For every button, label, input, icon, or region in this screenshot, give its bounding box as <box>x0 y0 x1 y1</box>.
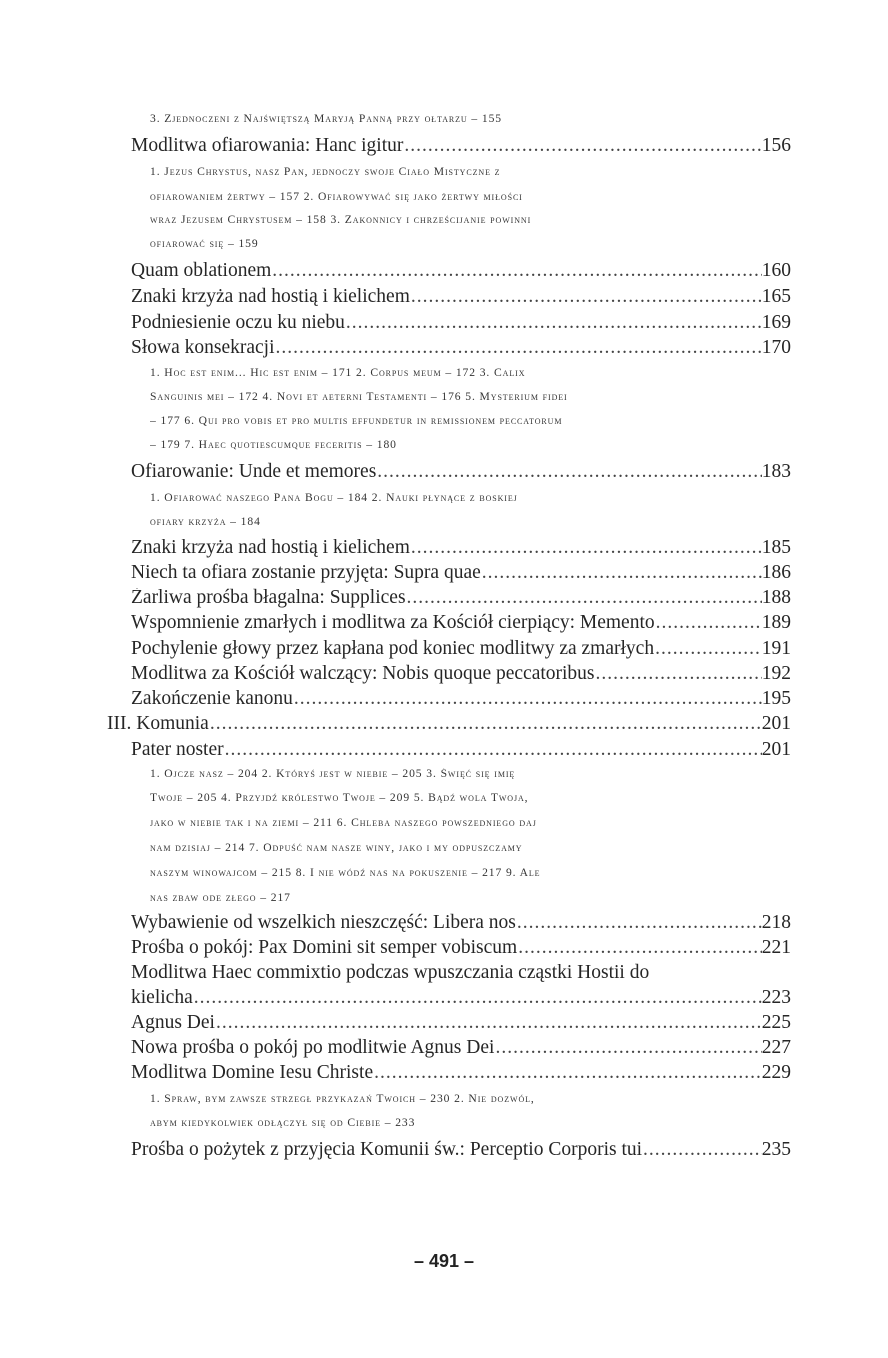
toc-entry-page: 229 <box>761 1063 791 1083</box>
toc-entry <box>131 1140 791 1160</box>
toc-subentries: nas zbaw ode złego – 217 <box>150 892 291 904</box>
toc-entry <box>131 664 791 684</box>
toc-entry-title: Słowa konsekracji <box>131 338 275 358</box>
toc-entry-title: III. Komunia <box>107 714 209 734</box>
toc-subentries: 3. Zjednoczeni z Najświętszą Maryją Panną przy ołtarzu – 155 <box>150 113 502 125</box>
toc-subentries: ofiary krzyża – 184 <box>150 516 261 528</box>
toc-entry <box>131 588 791 608</box>
toc-entry-title: Znaki krzyża nad hostią i kielichem <box>131 287 410 307</box>
leader-dots <box>373 1063 762 1083</box>
toc-entry-page: 169 <box>761 313 791 333</box>
toc-subentries: abym kiedykolwiek odłączył się od Ciebie – 233 <box>150 1117 416 1129</box>
toc-entry-page: 221 <box>761 938 791 958</box>
toc-entry-title: Ofiarowanie: Unde et memores <box>131 462 377 482</box>
toc-entry-title: Prośba o pokój: Pax Domini sit semper vobiscum <box>131 938 518 958</box>
toc-entry-page: 160 <box>761 261 791 281</box>
toc-entry-page: 201 <box>761 714 791 734</box>
toc-entry-title: Modlitwa ofiarowania: Hanc igitur <box>131 136 404 156</box>
leader-dots <box>410 538 762 558</box>
page-number: – 491 – <box>413 1251 475 1271</box>
toc-entry-title: Modlitwa Domine Iesu Christe <box>131 1063 374 1083</box>
leader-dots <box>655 613 762 633</box>
toc-entry-title: Żarliwa prośba błagalna: Supplices <box>131 588 406 608</box>
leader-dots <box>654 639 762 659</box>
toc-entry <box>131 1038 791 1058</box>
toc-entry-page: 195 <box>761 689 791 709</box>
toc-entry <box>131 613 791 633</box>
toc-entry-page: 218 <box>761 913 791 933</box>
toc-entry <box>131 563 791 583</box>
toc-entry <box>131 988 791 1008</box>
toc-subentries: – 177 6. Qui pro vobis et pro multis effundetur in remissionem peccatorum <box>150 415 563 427</box>
toc-entry-page: 185 <box>761 538 791 558</box>
toc-entry <box>131 313 791 333</box>
toc-entry <box>131 1013 791 1033</box>
toc-subentries: Twoje – 205 4. Przyjdź królestwo Twoje – 209 5. Bądź wola Twoja, <box>150 792 529 804</box>
toc-entry <box>131 338 791 358</box>
toc-entry-page: 156 <box>761 136 791 156</box>
toc-entry-page: 235 <box>761 1140 791 1160</box>
toc-subentries: 1. Ojcze nasz – 204 2. Któryś jest w niebie – 205 3. Święć się imię <box>150 768 516 780</box>
toc-entry <box>131 287 791 307</box>
toc-entry-title: Nowa prośba o pokój po modlitwie Agnus Dei <box>131 1038 495 1058</box>
toc-entry-page: 192 <box>761 664 791 684</box>
toc-entry-title: Znaki krzyża nad hostią i kielichem <box>131 538 410 558</box>
toc-entry-page: 225 <box>761 1013 791 1033</box>
leader-dots <box>517 938 762 958</box>
toc-entry <box>131 740 791 760</box>
toc-entry-title: Niech ta ofiara zostanie przyjęta: Supra quae <box>131 563 481 583</box>
toc-entry-page: 188 <box>761 588 791 608</box>
toc-entry-title: Wspomnienie zmarłych i modlitwa za Kościół cierpiący: Memento <box>131 613 655 633</box>
toc-entry-page: 191 <box>761 639 791 659</box>
toc-entry-title: Pochylenie głowy przez kapłana pod koniec modlitwy za zmarłych <box>131 639 655 659</box>
leader-dots <box>595 664 762 684</box>
toc-subentries: jako w niebie tak i na ziemi – 211 6. Chleba naszego powszedniego daj <box>150 817 537 829</box>
toc-entry <box>131 639 791 659</box>
leader-dots <box>193 988 762 1008</box>
toc-entry-title: Podniesienie oczu ku niebu <box>131 313 345 333</box>
toc-entry <box>131 462 791 482</box>
toc-entry-page: 186 <box>761 563 791 583</box>
toc-entry-title: Quam oblationem <box>131 261 272 281</box>
toc-entry <box>131 1063 791 1083</box>
leader-dots <box>209 714 762 734</box>
toc-entry-title: Zakończenie kanonu <box>131 689 293 709</box>
toc-entry-title: Pater noster <box>131 740 224 760</box>
toc-subentries: 1. Jezus Chrystus, nasz Pan, jednoczy swoje Ciało Mistyczne z <box>150 166 501 178</box>
toc-entry-page: 223 <box>761 988 791 1008</box>
toc-entry-page: 227 <box>761 1038 791 1058</box>
leader-dots <box>293 689 762 709</box>
toc-subentries: 1. Ofiarować naszego Pana Bogu – 184 2. Nauki płynące z boskiej <box>150 492 518 504</box>
toc-subentries: – 179 7. Haec quotiescumque feceritis – 180 <box>150 439 397 451</box>
toc-entry <box>131 689 791 709</box>
toc-subentries: Sanguinis mei – 172 4. Novi et aeterni Testamenti – 176 5. Mysterium fidei <box>150 391 568 403</box>
toc-entry <box>131 913 791 933</box>
leader-dots <box>406 588 762 608</box>
toc-entry-page: 201 <box>761 740 791 760</box>
leader-dots <box>516 913 762 933</box>
toc-entry-title: Agnus Dei <box>131 1013 215 1033</box>
toc-subentries: ofiarowaniem żertwy – 157 2. Ofiarowywać się jako żertwy miłości <box>150 191 523 203</box>
leader-dots <box>410 287 762 307</box>
leader-dots <box>403 136 761 156</box>
leader-dots <box>224 740 762 760</box>
leader-dots <box>215 1013 762 1033</box>
leader-dots <box>345 313 762 333</box>
toc-subentries: nam dzisiaj – 214 7. Odpuść nam nasze winy, jako i my odpuszczamy <box>150 842 523 854</box>
toc-entry <box>131 261 791 281</box>
toc-entry-title: Modlitwa za Kościół walczący: Nobis quoque peccatoribus <box>131 664 595 684</box>
leader-dots <box>271 261 761 281</box>
leader-dots <box>275 338 762 358</box>
toc-entry-title: Wybawienie od wszelkich nieszczęść: Libera nos <box>131 913 516 933</box>
toc-entry-page: 183 <box>761 462 791 482</box>
leader-dots <box>376 462 761 482</box>
toc-entry-title-line: Modlitwa Haec commixtio podczas wpuszczania cząstki Hostii do <box>131 963 650 983</box>
toc-entry <box>131 136 791 156</box>
toc-entry-title: Prośba o pożytek z przyjęcia Komunii św.: Perceptio Corporis tui <box>131 1140 643 1160</box>
leader-dots <box>481 563 762 583</box>
toc-entry-page: 170 <box>761 338 791 358</box>
toc-part-heading <box>107 714 791 734</box>
toc-subentries: 1. Spraw, bym zawsze strzegł przykazań Twoich – 230 2. Nie dozwól, <box>150 1093 535 1105</box>
leader-dots <box>642 1140 762 1160</box>
toc-subentries: 1. Hoc est enim... Hic est enim – 171 2. Corpus meum – 172 3. Calix <box>150 367 526 379</box>
toc-entry <box>131 938 791 958</box>
toc-subentries: naszym winowajcom – 215 8. I nie wódź nas na pokuszenie – 217 9. Ale <box>150 867 541 879</box>
toc-subentries: wraz Jezusem Chrystusem – 158 3. Zakonnicy i chrześcijanie powinni <box>150 214 532 226</box>
toc-entry-page: 189 <box>761 613 791 633</box>
toc-entry <box>131 538 791 558</box>
leader-dots <box>494 1038 761 1058</box>
toc-subentries: ofiarować się – 159 <box>150 238 259 250</box>
toc-entry-page: 165 <box>761 287 791 307</box>
toc-entry-title: kielicha <box>131 988 193 1008</box>
